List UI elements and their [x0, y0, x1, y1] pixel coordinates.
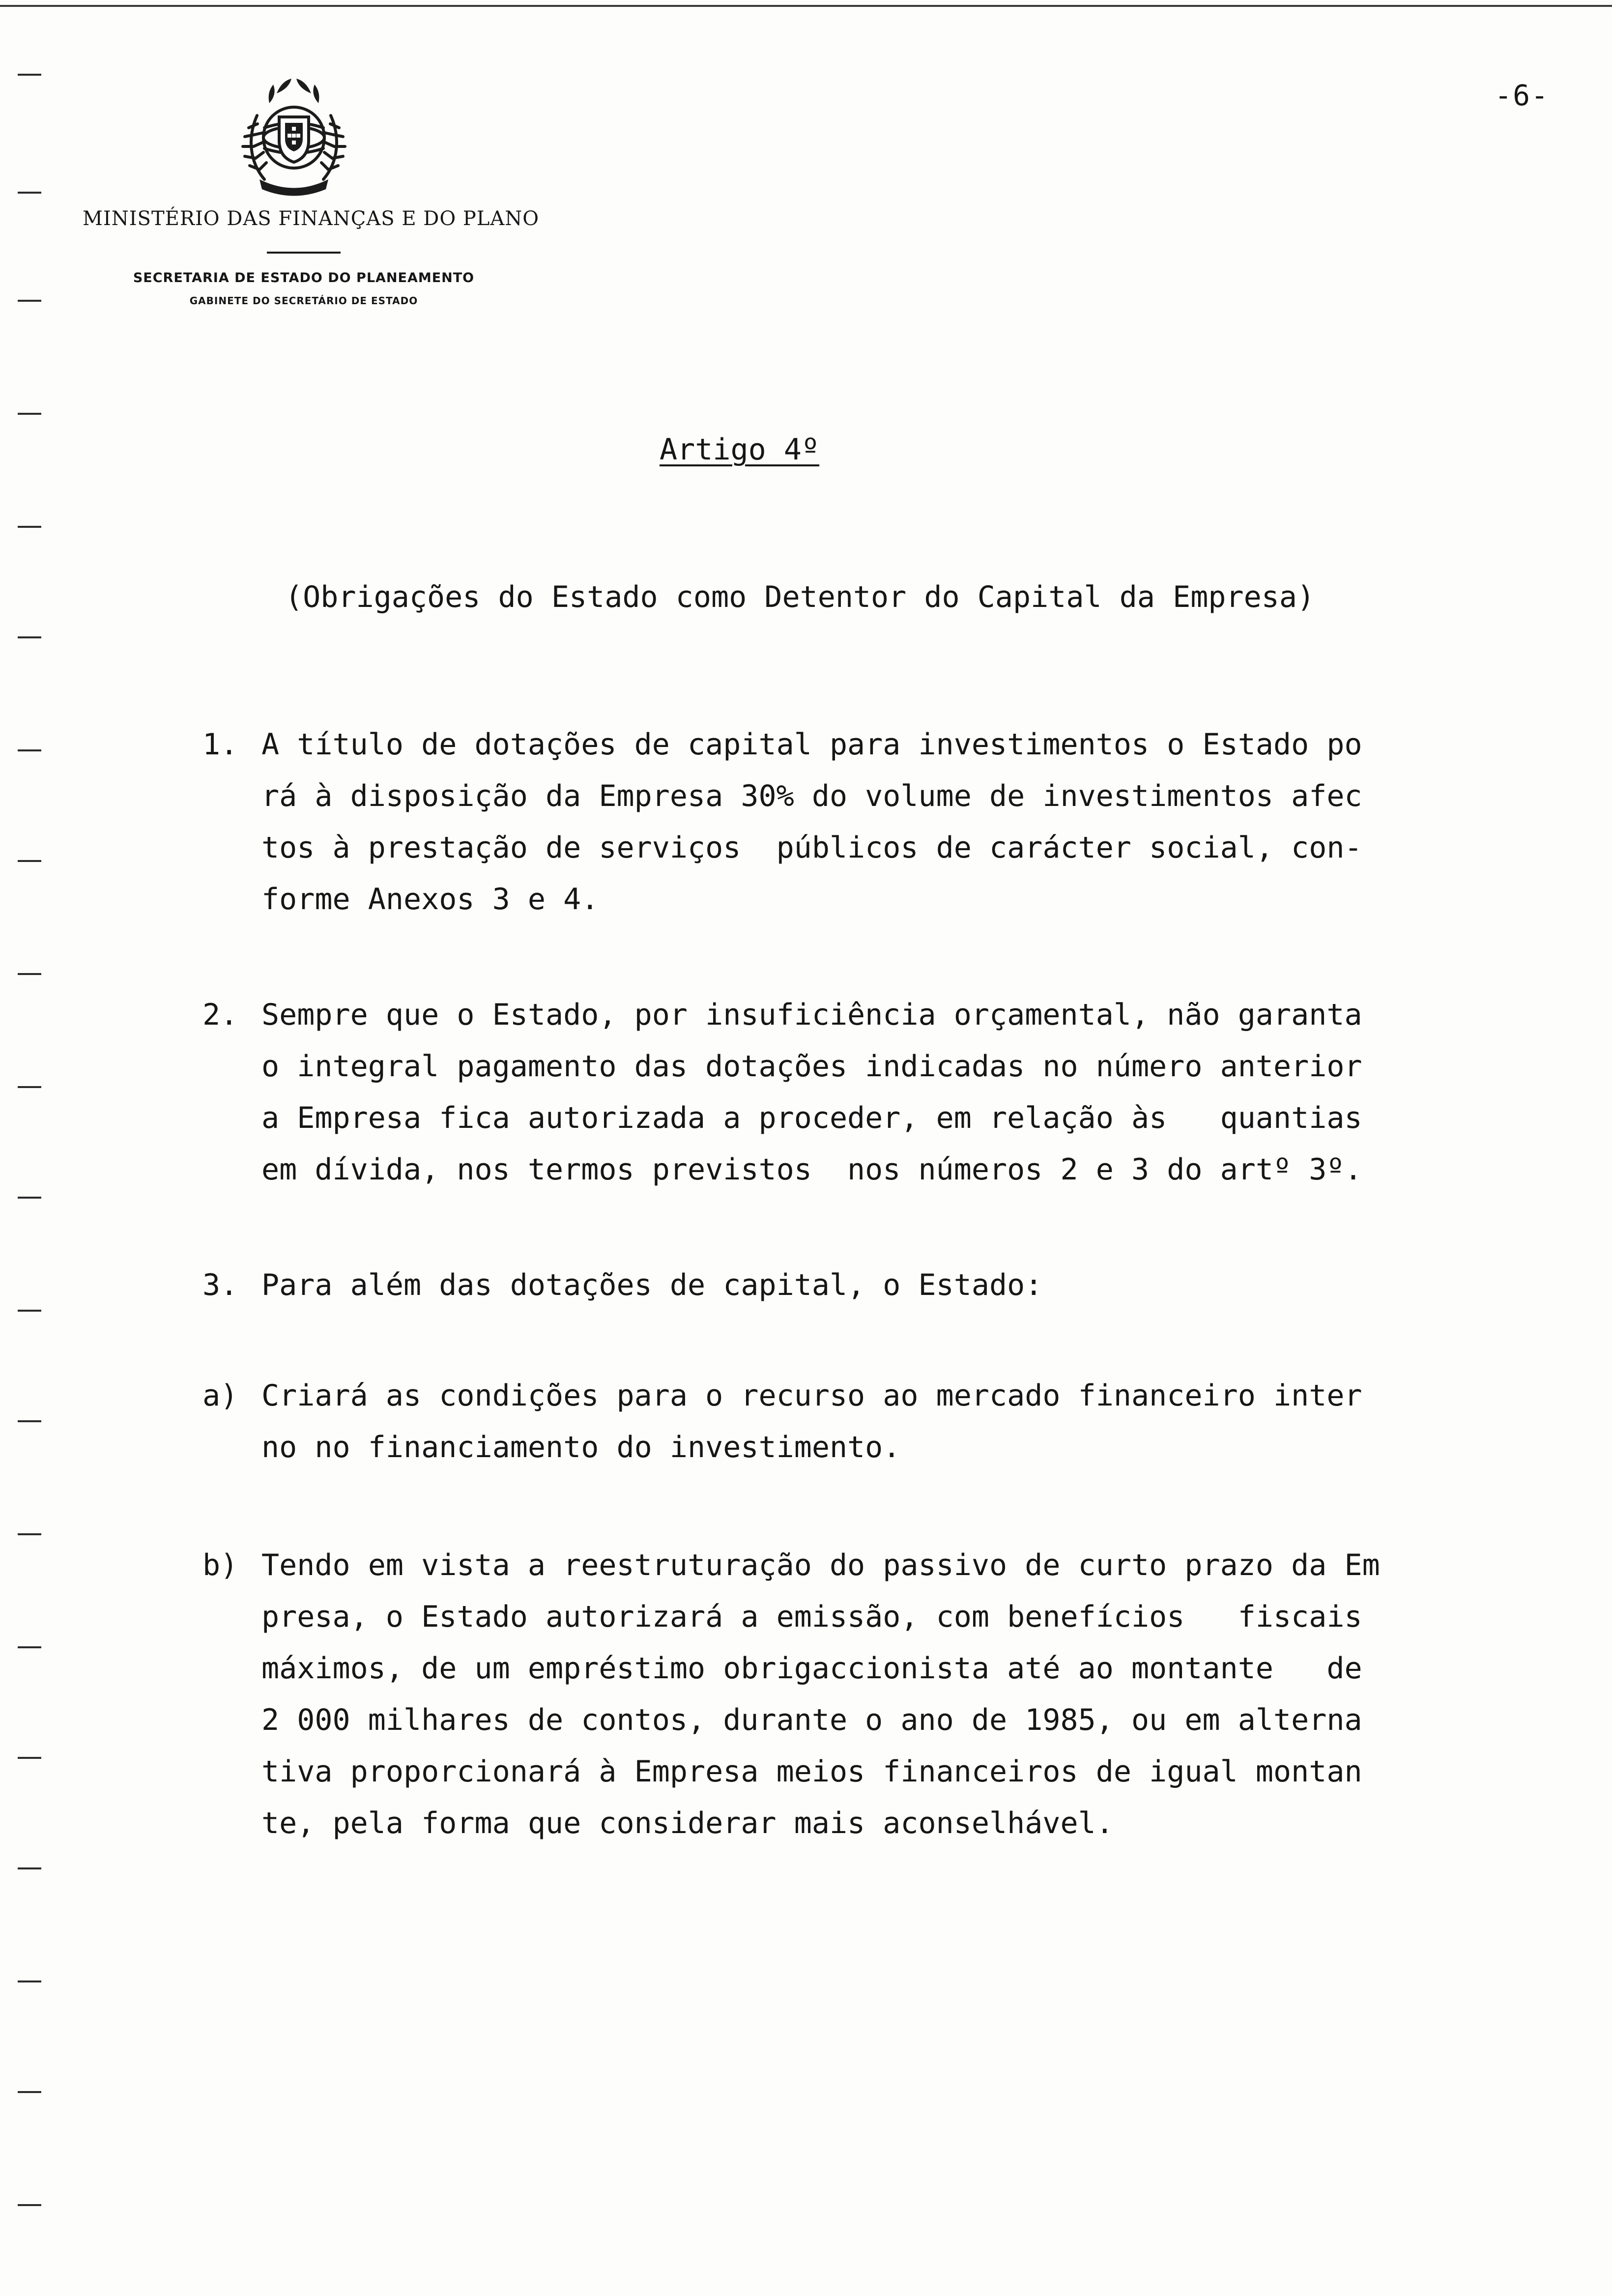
item-marker: 3. [202, 1268, 238, 1302]
cabinet-name: GABINETE DO SECRETÁRIO DE ESTADO [189, 295, 418, 307]
margin-mark [18, 1197, 41, 1199]
item-line: 2 000 milhares de contos, durante o ano de 1985, ou em alterna [261, 1703, 1362, 1737]
margin-mark [18, 973, 41, 975]
item-line: forme Anexos 3 e 4. [261, 882, 599, 917]
margin-mark [18, 1533, 41, 1535]
margin-mark [18, 860, 41, 862]
item-line: Criará as condições para o recurso ao mercado financeiro inter [261, 1378, 1362, 1413]
item-line: A título de dotações de capital para investimentos o Estado po [261, 727, 1362, 762]
letterhead-divider [267, 252, 341, 254]
item-line: tos à prestação de serviços públicos de carácter social, con- [261, 831, 1362, 865]
margin-mark [18, 526, 41, 528]
ministry-name: MINISTÉRIO DAS FINANÇAS E DO PLANO [83, 207, 540, 230]
item-line: Sempre que o Estado, por insuficiência orçamental, não garanta [261, 998, 1362, 1032]
margin-mark [18, 1420, 41, 1422]
margin-mark [18, 413, 41, 415]
item-line: te, pela forma que considerar mais aconselhável. [261, 1806, 1114, 1840]
margin-mark [18, 2204, 41, 2206]
margin-mark [18, 1310, 41, 1312]
item-line: a Empresa fica autorizada a proceder, em relação às quantias [261, 1101, 1362, 1135]
item-line: rá à disposição da Empresa 30% do volume de investimentos afec [261, 779, 1362, 813]
item-marker: a) [202, 1378, 238, 1413]
margin-mark [18, 1646, 41, 1648]
item-line: no no financiamento do investimento. [261, 1430, 901, 1464]
top-rule [0, 5, 1612, 7]
margin-mark [18, 2091, 41, 2093]
item-line: Para além das dotações de capital, o Estado: [261, 1268, 1043, 1302]
item-line: o integral pagamento das dotações indicadas no número anterior [261, 1049, 1362, 1084]
margin-mark [18, 1086, 41, 1088]
article-subtitle: (Obrigações do Estado como Detentor do Capital da Empresa) [285, 580, 1315, 614]
margin-mark [18, 1867, 41, 1869]
margin-mark [18, 636, 41, 638]
item-line: máximos, de um empréstimo obrigaccionista até ao montante de [261, 1651, 1362, 1686]
margin-mark [18, 1757, 41, 1759]
article-heading: Artigo 4º [660, 432, 820, 467]
margin-mark [18, 192, 41, 194]
margin-mark [18, 1980, 41, 1982]
item-marker: 1. [202, 727, 238, 762]
item-line: Tendo em vista a reestruturação do passivo de curto prazo da Em [261, 1548, 1380, 1582]
coat-of-arms-emblem [230, 74, 358, 197]
item-line: em dívida, nos termos previstos nos números 2 e 3 do artº 3º. [261, 1152, 1362, 1187]
item-line: tiva proporcionará à Empresa meios financeiros de igual montan [261, 1754, 1362, 1789]
item-marker: 2. [202, 998, 238, 1032]
page-number: -6- [1495, 79, 1549, 112]
item-marker: b) [202, 1548, 238, 1582]
margin-mark [18, 300, 41, 302]
item-line: presa, o Estado autorizará a emissão, com benefícios fiscais [261, 1600, 1362, 1634]
secretariat-name: SECRETARIA DE ESTADO DO PLANEAMENTO [133, 270, 475, 286]
margin-mark [18, 749, 41, 751]
margin-mark [18, 74, 41, 76]
